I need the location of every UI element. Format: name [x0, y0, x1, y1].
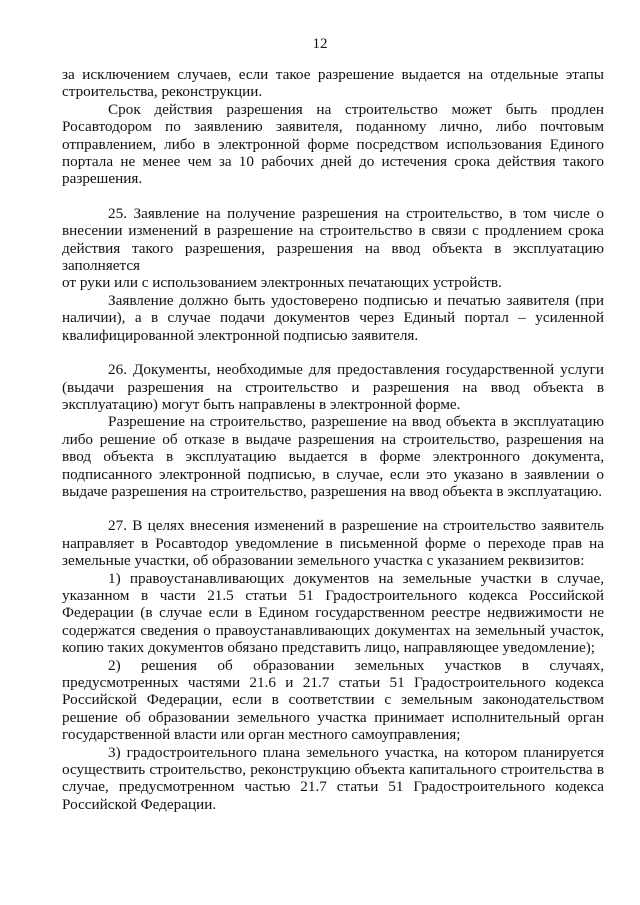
paragraph: 26. Документы, необходимые для предоставления государственной услуги (выдачи разрешения на строительство и разрешения на ввод объекта в эксплуатацию) могут быть направлены в электронной форме.	[62, 361, 604, 413]
paragraph: за исключением случаев, если такое разрешение выдается на отдельные этапы строительства, реконструкции.	[62, 66, 604, 101]
paragraph: Заявление должно быть удостоверено подписью и печатью заявителя (при наличии), а в случае подачи документов через Единый портал – усиленной квалифицированной электронной подписью заявителя.	[62, 291, 604, 344]
page-body	[62, 66, 604, 813]
paragraph: Разрешение на строительство, разрешение на ввод объекта в эксплуатацию либо решение об отказе в выдаче разрешения на строительство, разрешения на ввод объекта в эксплуатацию выдается в форме электронного документа, подписанного электронной подписью, в случае, если это указано в заявлении о выдаче разрешения на строительство, разрешения на ввод объекта в эксплуатацию.	[62, 413, 604, 500]
paragraph: 1) правоустанавливающих документов на земельные участки в случае, указанном в части 21.5 статьи 51 Градостроительного кодекса Российской Федерации (в случае если в Едином государственном реестре недвижимости не содержатся сведения о правоустанавливающих документах на земельный участок, копию таких документов обязано представить лицо, направляющее уведомление);	[62, 569, 604, 657]
paragraph: 25. Заявление на получение разрешения на строительство, в том числе о внесении изменений в разрешение на строительство в связи с продлением срока действия такого разрешения, разрешения на ввод объекта в эксплуатацию заполняется	[62, 204, 604, 275]
paragraph: 27. В целях внесения изменений в разрешение на строительство заявитель направляет в Росавтодор уведомление в письменной форме о переходе прав на земельные участки, об образовании земельного участка с указанием реквизитов:	[62, 517, 604, 570]
page-number: 12	[312, 36, 328, 52]
paragraph: Срок действия разрешения на строительство может быть продлен Росавтодором по заявлению заявителя, поданному лично, либо почтовым отправлением, либо в электронной форме посредством использования Единого портала не менее чем за 10 рабочих дней до истечения срока действия такого разрешения.	[62, 100, 604, 188]
paragraph: от руки или с использованием электронных печатающих устройств.	[62, 274, 502, 292]
paragraph: 2) решения об образовании земельных участков в случаях, предусмотренных частями 21.6 и 21.7 статьи 51 Градостроительного кодекса Российской Федерации, если в соответствии с земельным законодательством решение об образовании земельного участка принимает исполнительный орган государственной власти или орган местного самоуправления;	[62, 656, 604, 744]
paragraph: 3) градостроительного плана земельного участка, на котором планируется осуществить строительство, реконструкцию объекта капитального строительства в случае, предусмотренном частью 21.7 статьи 51 Градостроительного кодекса Российской Федерации.	[62, 743, 604, 813]
